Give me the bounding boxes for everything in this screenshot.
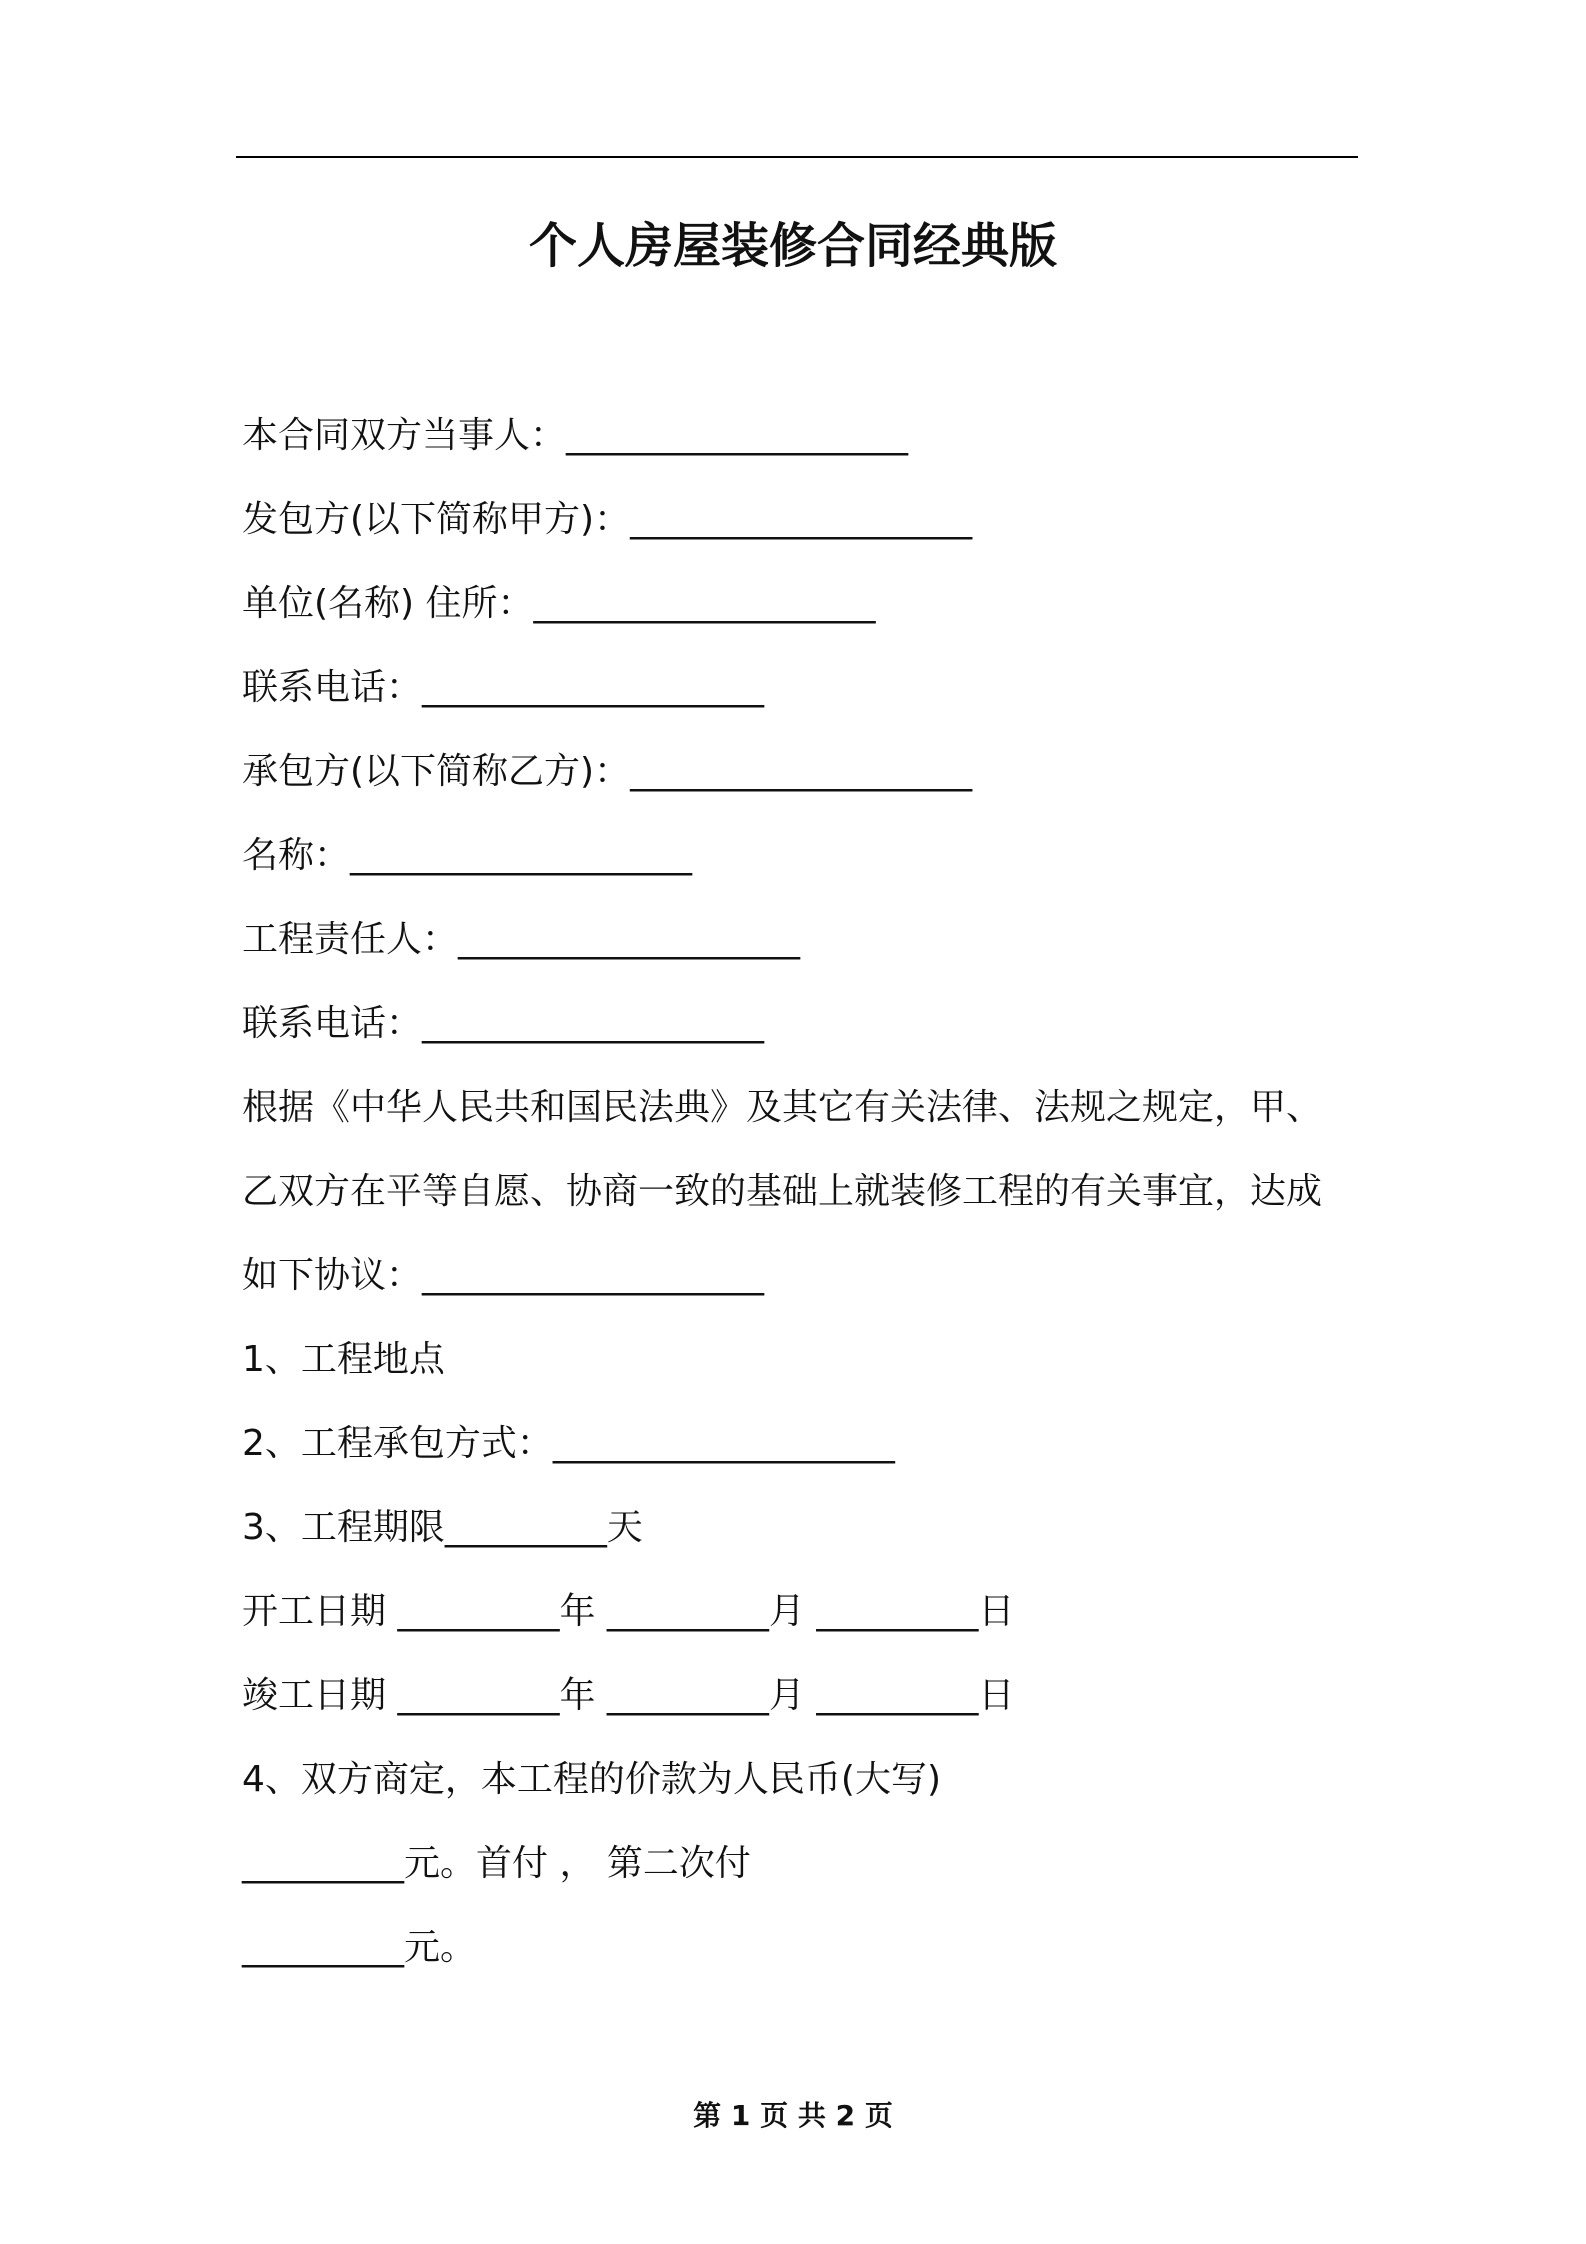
line-party-b: 承包方(以下简称乙方)：___________________ bbox=[242, 751, 973, 792]
line-project-manager: 工程责任人：___________________ bbox=[242, 919, 801, 960]
page-number: 第 1 页 共 2 页 bbox=[693, 2099, 893, 2132]
line-payment-2: _________元。 bbox=[242, 1927, 477, 1968]
line-preamble-2: 乙双方在平等自愿、协商一致的基础上就装修工程的有关事宜，达成 bbox=[242, 1171, 1323, 1212]
line-payment-1: _________元。首付 ， 第二次付 bbox=[242, 1843, 751, 1884]
line-phone-a: 联系电话：___________________ bbox=[242, 667, 765, 708]
line-end-date: 竣工日期 _________年 _________月 _________日 bbox=[242, 1675, 1015, 1716]
line-clause-3: 3、工程期限_________天 bbox=[242, 1507, 643, 1548]
contract-body bbox=[242, 404, 1362, 2000]
line-unit-address: 单位(名称) 住所：___________________ bbox=[242, 583, 876, 624]
line-clause-2: 2、工程承包方式：___________________ bbox=[242, 1423, 895, 1464]
header-rule bbox=[236, 156, 1358, 158]
document-title: 个人房屋装修合同经典版 bbox=[528, 218, 1057, 274]
line-preamble-1: 根据《中华人民共和国民法典》及其它有关法律、法规之规定，甲、 bbox=[242, 1087, 1323, 1128]
line-clause-4: 4、双方商定，本工程的价款为人民币(大写) bbox=[242, 1759, 941, 1800]
line-agreement: 如下协议：___________________ bbox=[242, 1255, 765, 1296]
line-parties: 本合同双方当事人：___________________ bbox=[242, 415, 909, 456]
line-party-a: 发包方(以下简称甲方)：___________________ bbox=[242, 499, 973, 540]
line-phone-b: 联系电话：___________________ bbox=[242, 1003, 765, 1044]
line-start-date: 开工日期 _________年 _________月 _________日 bbox=[242, 1591, 1015, 1632]
line-clause-1: 1、工程地点 bbox=[242, 1339, 445, 1380]
line-name: 名称：___________________ bbox=[242, 835, 693, 876]
